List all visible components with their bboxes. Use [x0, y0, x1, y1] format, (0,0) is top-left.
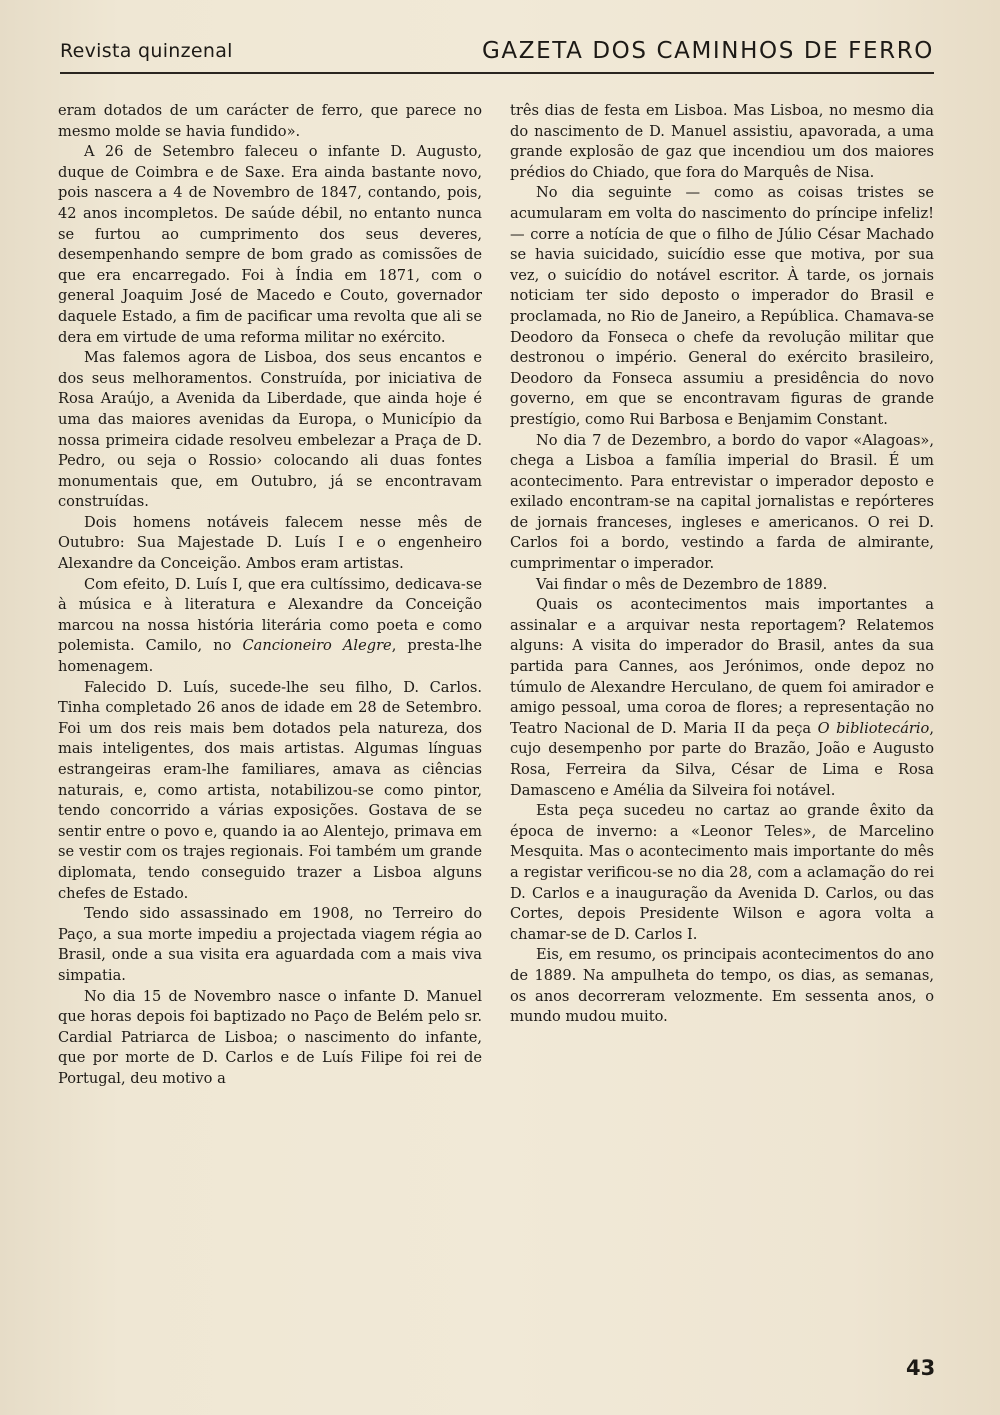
paragraph: Mas falemos agora de Lisboa, dos seus encantos e dos seus melhoramentos. Construída, por iniciativa de Rosa Araújo, a Avenida da Liberdade, que ainda hoje é uma das maiores avenidas da Europa, o Município da nossa primeira cidade resolveu embelezar a Praça de D. Pedro, ou seja o Rossio› colocando ali duas fontes monumentais que, em Outubro, já se encontravam construídas. — [58, 349, 482, 511]
paragraph: Eis, em resumo, os principais acontecimentos do ano de 1889. Na ampulheta do tempo, os dias, as semanas, os anos decorreram velozmente. Em sessenta anos, o mundo mudou muito. — [510, 946, 934, 1026]
header-periodicity: Revista quinzenal — [60, 40, 233, 62]
paragraph: No dia 15 de Novembro nasce o infante D. Manuel que horas depois foi baptizado no Paço de Belém pelo sr. Cardial Patriarca de Lisboa; o nascimento do infante, que por morte de D. Carlos e de Luís Filipe foi rei de Portugal, deu motivo a — [58, 987, 482, 1087]
paragraph: Dois homens notáveis falecem nesse mês de Outubro: Sua Majestade D. Luís I e o engenheiro Alexandre da Conceição. Ambos eram artistas. — [58, 513, 482, 573]
running-header — [60, 38, 934, 74]
paragraph: eram dotados de um carácter de ferro, que parece no mesmo molde se havia fundido». — [58, 102, 482, 140]
paragraph: Falecido D. Luís, sucede-lhe seu filho, D. Carlos. Tinha completado 26 anos de idade em 28 de Setembro. Foi um dos reis mais bem dotados pela natureza, dos mais inteligentes, dos mais artistas. Algumas línguas estrangeiras eram-lhe familiares, amava as ciências naturais, e, como artista, notabilizou-se como pintor, tendo concorrido a várias exposições. Gostava de se sentir entre o povo e, quando ia ao Alentejo, primava em se vestir com os trajes regionais. Foi também um grande diplomata, tendo conseguido trazer a Lisboa alguns chefes de Estado. — [58, 678, 482, 902]
left-text-column — [58, 101, 482, 1090]
paragraph-text: , presta-lhe homenagem. — [58, 637, 483, 676]
header-publication-title: GAZETA DOS CAMINHOS DE FERRO — [482, 38, 934, 64]
paragraph: Tendo sido assassinado em 1908, no Terreiro do Paço, a sua morte impediu a projectada viagem régia ao Brasil, onde a sua visita era aguardada com a mais viva simpatia. — [58, 905, 482, 984]
paragraph: No dia 7 de Dezembro, a bordo do vapor «Alagoas», chega a Lisboa a família imperial do Brasil. É um acontecimento. Para entrevistar o imperador deposto e exilado encontram-se na capital jornalistas e repórteres de jornais franceses, ingleses e americanos. O rei D. Carlos foi a bordo, vestindo a farda de almirante, cumprimentar o imperador. — [510, 431, 934, 573]
paragraph — [510, 595, 934, 801]
play-title: O bibliotecário — [817, 719, 930, 737]
book-title: Cancioneiro Alegre — [242, 637, 392, 655]
paragraph: três dias de festa em Lisboa. Mas Lisboa, no mesmo dia do nascimento de D. Manuel assistiu, apavorada, a uma grande explosão de gaz que incendiou um dos maiores prédios do Chiado, que fora do Marquês de Nisa. — [510, 102, 934, 181]
paragraph-text: Com efeito, D. Luís I, que era cultíssimo, dedicava-se à música e à literatura e Alexandre da Conceição marcou na nossa história literária como poeta e como polemista. Camilo, no — [58, 575, 482, 655]
right-text-column — [510, 101, 934, 1028]
paragraph — [58, 575, 482, 678]
paragraph-text: Quais os acontecimentos mais importantes a assinalar e a arquivar nesta reportagem? Relatemos alguns: A visita do imperador do Brasil, antes da sua partida para Cannes, aos Jerónimos, onde depoz no túmulo de Alexandre Herculano, de quem foi amirador e amigo pessoal, uma coroa de flores; a representação no Teatro Nacional de D. Maria II da peça — [510, 596, 934, 737]
paragraph: A 26 de Setembro faleceu o infante D. Augusto, duque de Coimbra e de Saxe. Era ainda bastante novo, pois nascera a 4 de Novembro de 1847, contando, pois, 42 anos incompletos. De saúde débil, no entanto nunca se furtou ao cumprimento dos seus deveres, desempenhando sempre de bom grado as comissões de que era encarregado. Foi à Índia em 1871, com o general Joaquim José de Macedo e Couto, governador daquele Estado, a fim de pacificar uma revolta que ali se dera em virtude de uma reforma militar no exército. — [58, 143, 482, 346]
page-number: 43 — [906, 1356, 936, 1380]
paragraph: Vai findar o mês de Dezembro de 1889. — [536, 575, 828, 593]
paragraph: No dia seguinte — como as coisas tristes se acumularam em volta do nascimento do príncipe infeliz! — corre a notícia de que o filho de Júlio César Machado se havia suicidado, suicídio esse que motiva, por sua vez, o suicídio do notável escritor. À tarde, os jornais noticiam ter sido deposto o imperador do Brasil e proclamada, no Rio de Janeiro, a República. Chamava-se Deodoro da Fonseca o chefe da revolução militar que destronou o império. General do exército brasileiro, Deodoro da Fonseca assumiu a presidência do novo governo, em que se encontravam figuras de grande prestígio, como Rui Barbosa e Benjamim Constant. — [510, 184, 934, 428]
paragraph: Esta peça sucedeu no cartaz ao grande êxito da época de inverno: a «Leonor Teles», de Marcelino Mesquita. Mas o acontecimento mais importante do mês a registar verificou-se no dia 28, com a aclamação do rei D. Carlos e a inauguração da Avenida D. Carlos, ou das Cortes, depois Presidente Wilson e agora volta a chamar-se de D. Carlos I. — [510, 802, 934, 943]
paragraph-text: , cujo desempenho por parte do Brazão, João e Augusto Rosa, Ferreira da Silva, César de Lima e Rosa Damasceno e Amélia da Silveira foi notável. — [510, 719, 934, 799]
